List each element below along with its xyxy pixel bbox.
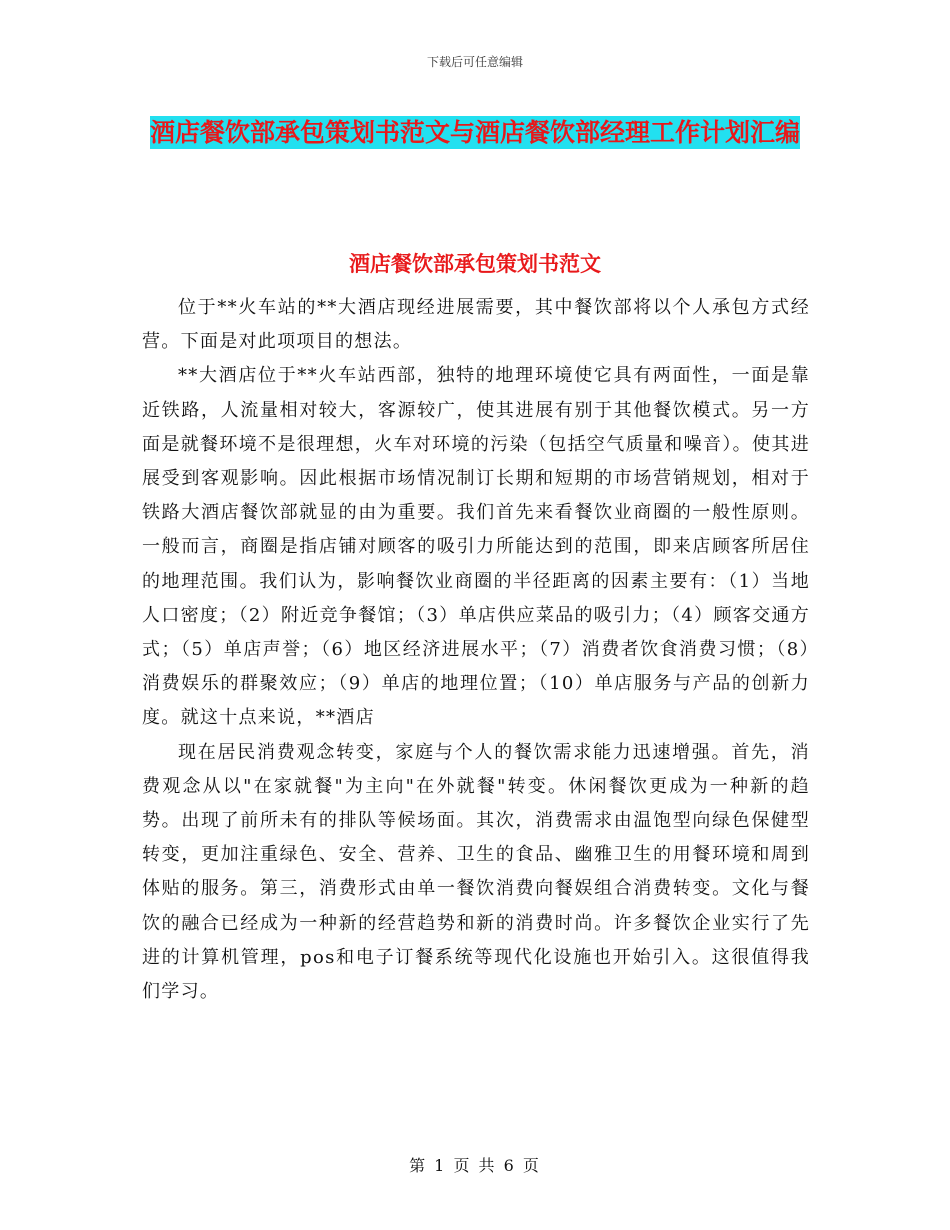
paragraph-3: 现在居民消费观念转变，家庭与个人的餐饮需求能力迅速增强。首先，消费观念从以"在家就餐"为主向"在外就餐"转变。休闲餐饮更成为一种新的趋势。出现了前所未有的排队等候场面。其次，消费需求由温饱型向绿色保健型转变，更加注重绿色、安全、营养、卫生的食品、幽雅卫生的用餐环境和周到体贴的服务。第三，消费形式由单一餐饮消费向餐娱组合消费转变。文化与餐饮的融合已经成为一种新的经营趋势和新的消费时尚。许多餐饮企业实行了先进的计算机管理，pos和电子订餐系统等现代化设施也开始引入。这很值得我们学习。 [142, 741, 810, 1003]
paragraph-2: **大酒店位于**火车站西部，独特的地理环境使它具有两面性，一面是靠近铁路，人流量相对较大，客源较广，使其进展有别于其他餐饮模式。另一方面是就餐环境不是很理想，火车对环境的污染（包括空气质量和噪音）。使其进展受到客观影响。因此根据市场情况制订长期和短期的市场营销规划，相对于铁路大酒店餐饮部就显的由为重要。我们首先来看餐饮业商圈的一般性原则。一般而言，商圈是指店铺对顾客的吸引力所能达到的范围，即来店顾客所居住的地理范围。我们认为，影响餐饮业商圈的半径距离的因素主要有：（1）当地人口密度；（2）附近竞争餐馆；（3）单店供应菜品的吸引力；（4）顾客交通方式；（5）单店声誉；（6）地区经济进展水平；（7）消费者饮食消费习惯；（8）消费娱乐的群聚效应；（9）单店的地理位置；（10）单店服务与产品的创新力度。就这十点来说，**酒店 [142, 365, 810, 729]
section-title: 酒店餐饮部承包策划书范文 [349, 251, 601, 276]
header-note: 下载后可任意编辑 [426, 55, 523, 69]
main-title [150, 108, 800, 158]
page-footer: 第 1 页 共 6 页 [409, 1156, 541, 1175]
paragraph-1: 位于**火车站的**大酒店现经进展需要，其中餐饮部将以个人承包方式经营。下面是对此项项目的想法。 [142, 297, 810, 353]
main-title-text: 酒店餐饮部承包策划书范文与酒店餐饮部经理工作计划汇编 [150, 118, 801, 147]
body-text [142, 291, 810, 1009]
